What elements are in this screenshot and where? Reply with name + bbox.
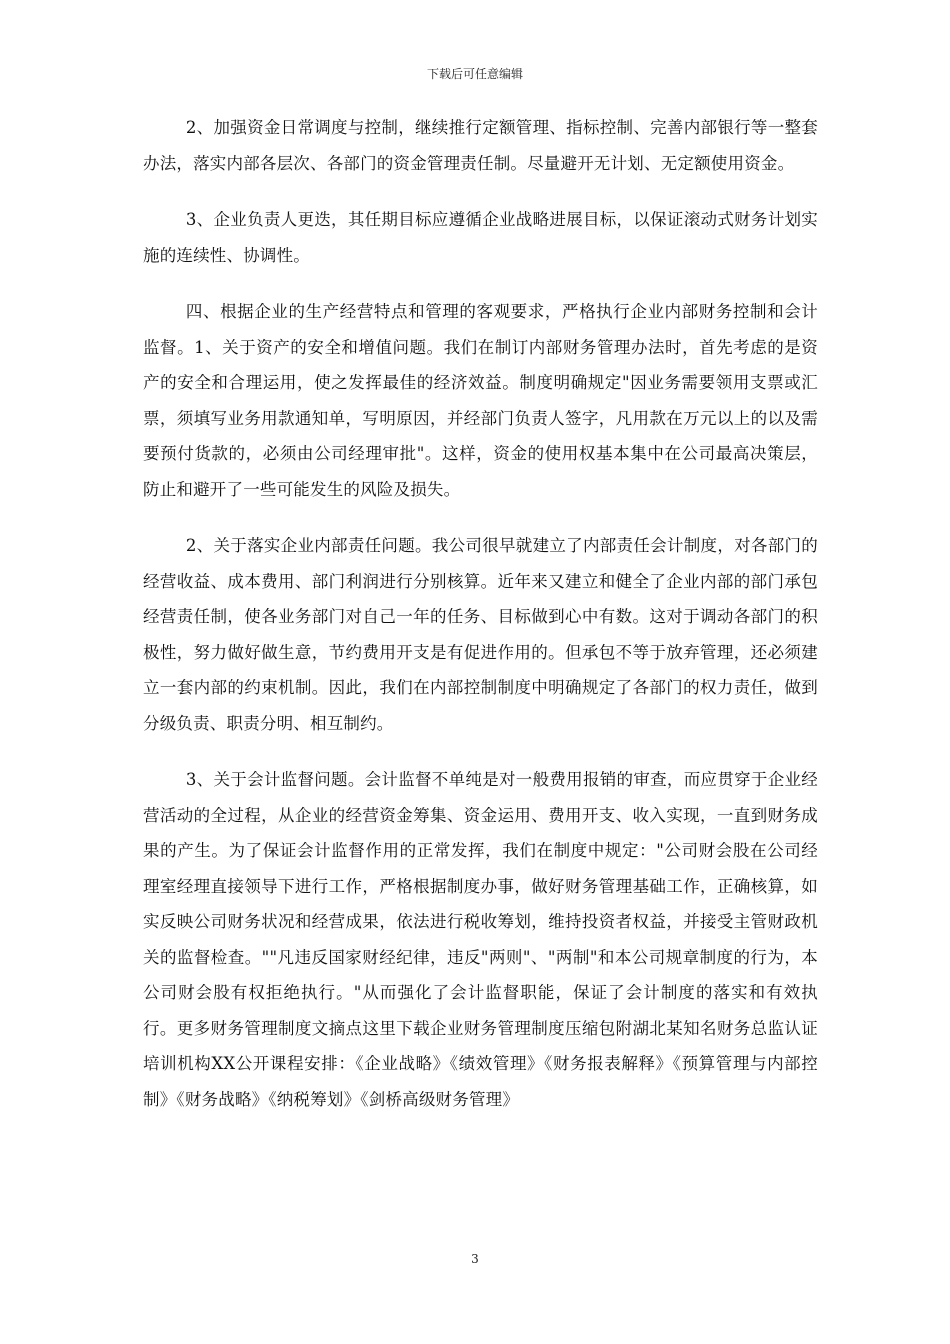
paragraph-1: 2、加强资金日常调度与控制，继续推行定额管理、指标控制、完善内部银行等一整套办法，落实内部各层次、各部门的资金管理责任制。尽量避开无计划、无定额使用资金。 [143,118,818,173]
paragraph-5: 3、关于会计监督问题。会计监督不单纯是对一般费用报销的审查，而应贯穿于企业经营活动的全过程，从企业的经营资金筹集、资金运用、费用开支、收入实现，一直到财务成果的产生。为了保证会计监督作用的正常发挥，我们在制度中规定："公司财会股在公司经理室经理直接领导下进行工作，严格根据制度办事，做好财务管理基础工作，正确核算，如实反映公司财务状况和经营成果，依法进行税收筹划，维持投资者权益，并接受主管财政机关的监督检查。""凡违反国家财经纪律，违反"两则"、"两制"和本公司规章制度的行为，本公司财会股有权拒绝执行。"从而强化了会计监督职能，保证了会计制度的落实和有效执行。更多财务管理制度文摘点这里下载企业财务管理制度压缩包附湖北某知名财务总监认证培训机构XX公开课程安排：《企业战略》《绩效管理》《财务报表解释》《预算管理与内部控制》《财务战略》《纳税筹划》《剑桥高级财务管理》 [143,770,818,1109]
page-header: 下载后可任意编辑 [426,67,523,81]
paragraph-2: 3、企业负责人更迭，其任期目标应遵循企业战略进展目标，以保证滚动式财务计划实施的连续性、协调性。 [143,210,818,265]
paragraph-4: 2、关于落实企业内部责任问题。我公司很早就建立了内部责任会计制度，对各部门的经营收益、成本费用、部门利润进行分别核算。近年来又建立和健全了企业内部的部门承包经营责任制，使各业务部门对自己一年的任务、目标做到心中有数。这对于调动各部门的积极性，努力做好做生意，节约费用开支是有促进作用的。但承包不等于放弃管理，还必须建立一套内部的约束机制。因此，我们在内部控制制度中明确规定了各部门的权力责任，做到分级负责、职责分明、相互制约。 [143,536,818,733]
document-body [143,110,818,1138]
page-number: 3 [471,1252,479,1266]
paragraph-3: 四、根据企业的生产经营特点和管理的客观要求，严格执行企业内部财务控制和会计监督。1、关于资产的安全和增值问题。我们在制订内部财务管理办法时，首先考虑的是资产的安全和合理运用，使之发挥最佳的经济效益。制度明确规定"因业务需要领用支票或汇票，须填写业务用款通知单，写明原因，并经部门负责人签字，凡用款在万元以上的以及需要预付货款的，必须由公司经理审批"。这样，资金的使用权基本集中在公司最高决策层，防止和避开了一些可能发生的风险及损失。 [143,302,818,499]
